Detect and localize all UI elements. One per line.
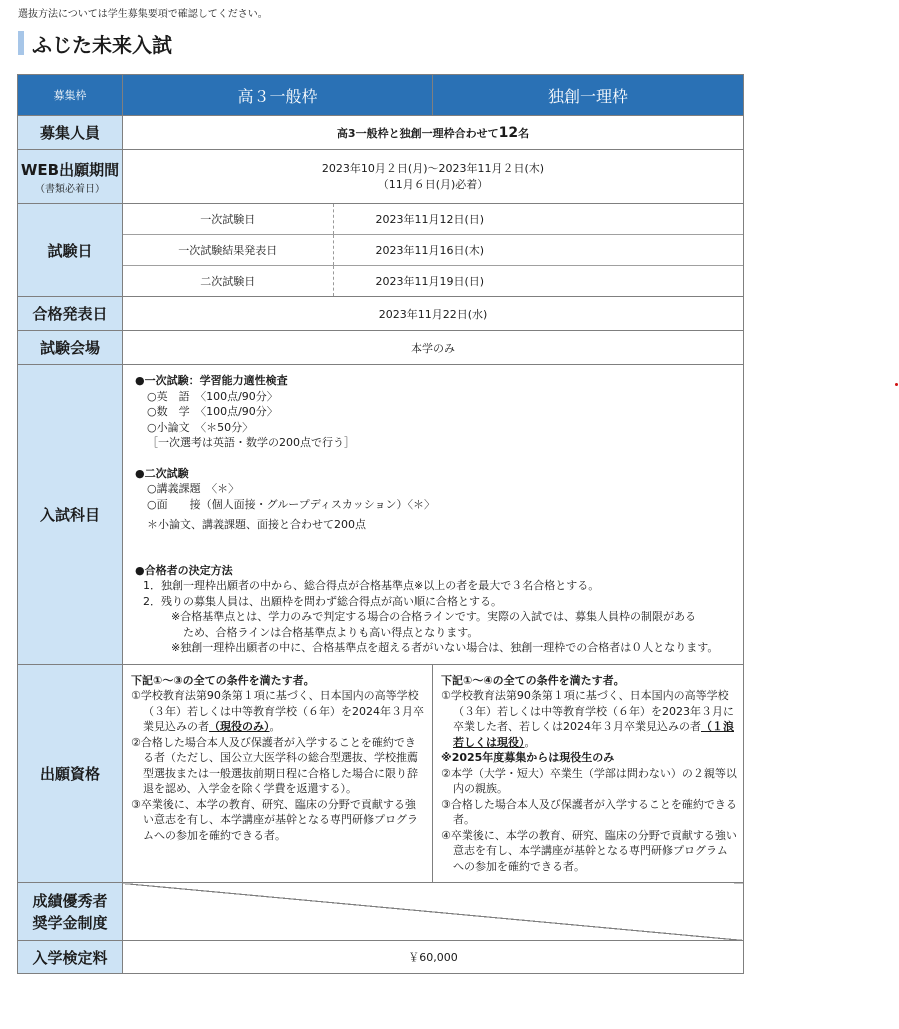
exam-date: 2023年11月16日(木) — [333, 235, 743, 266]
subjects-label: 入試科目 — [18, 365, 123, 665]
exam-row — [18, 204, 744, 297]
venue-row — [18, 331, 744, 365]
capacity-unit: 名 — [518, 126, 530, 140]
pass-label: 合格発表日 — [18, 297, 123, 331]
pass-date: 2023年11月22日(水) — [123, 297, 744, 331]
page-title-text: ふじた未来入試 — [32, 32, 172, 57]
venue-label: 試験会場 — [18, 331, 123, 365]
subjects-row — [18, 365, 744, 665]
subjects-content — [123, 365, 744, 665]
first-exam-item: ○英 語 〈100点/90分〉 — [147, 389, 278, 403]
title-accent-bar — [18, 31, 24, 55]
exam-date: 2023年11月19日(日) — [333, 266, 743, 297]
scholarship-empty-cell — [123, 883, 744, 941]
eligibility-title: 下記①～④の全ての条件を満たす者。 — [441, 673, 625, 687]
exam-name: 一次試験結果発表日 — [123, 235, 333, 266]
eligibility-label: 出願資格 — [18, 664, 123, 883]
decision-item: 2．残りの募集人員は、出願枠を問わず総合得点が高い順に合格とする。 — [143, 594, 502, 608]
exam-dates — [123, 204, 744, 297]
eligibility-item: ②本学（大学・短大）卒業生（学部は問わない）の２親等以内の親族。 — [441, 766, 737, 795]
exam-subrow — [123, 266, 743, 297]
decision-item: 1．独創一理枠出願者の中から、総合得点が合格基準点※以上の者を最大で３名合格とする。 — [143, 579, 600, 592]
second-exam-note: ＊小論文、講義課題、面接と合わせて200点 — [147, 518, 366, 531]
exam-subtable — [123, 204, 743, 296]
eligibility-emphasis: （１浪若しくは現役） — [453, 720, 734, 749]
admission-table — [17, 74, 744, 974]
decision-note: ※独創一理枠出願者の中に、合格基準点を超える者がいない場合は、独創一理枠での合格者は０人となります。 — [171, 641, 719, 654]
header-col-dokuso: 独創一理枠 — [433, 75, 744, 116]
first-exam-note: ［一次選考は英語・数学の200点で行う］ — [147, 436, 355, 449]
eligibility-item: ②合格した場合本人及び保護者が入学することを確約できる者（ただし、国公立大医学科の総合型選抜、学校推薦型選抜または一般選抜前期日程に合格した場合に限り辞退を認め、入学金を除く学費を返還する）。 — [131, 735, 418, 795]
eligibility-dokuso — [433, 664, 744, 883]
scholarship-row — [18, 883, 744, 941]
first-exam-item: ○小論文 〈＊50分〉 — [147, 420, 254, 434]
web-row — [18, 150, 744, 204]
fee-label: 入学検定料 — [18, 941, 123, 974]
second-exam-item: ○講義課題 〈＊〉 — [147, 482, 240, 495]
decision-note-cont: ため、合格ラインは合格基準点よりも高い得点となります。 — [183, 625, 479, 639]
pass-row — [18, 297, 744, 331]
web-label — [18, 150, 123, 204]
page-title — [18, 30, 172, 56]
eligibility-item — [441, 688, 737, 750]
exam-name: 一次試験日 — [123, 204, 333, 235]
exam-name: 二次試験日 — [123, 266, 333, 297]
eligibility-item: ③卒業後に、本学の教育、研究、臨床の分野で貢献する強い意志を有し、本学講座が基幹となる専門研修プログラムへの参加を確約できる者。 — [131, 797, 418, 842]
scholarship-label-line1: 成績優秀者 — [32, 891, 108, 910]
decision-title: ●合格者の決定方法 — [135, 563, 233, 577]
exam-label: 試験日 — [18, 204, 123, 297]
first-exam-item: ○数 学 〈100点/90分〉 — [147, 405, 278, 418]
capacity-text: 高3一般枠と独創一理枠合わせて — [336, 126, 499, 140]
eligibility-item: ④卒業後に、本学の教育、研究、臨床の分野で貢献する強い意志を有し、本学講座が基幹となる専門研修プログラムへの参加を確約できる者。 — [441, 828, 737, 873]
first-exam-title: ●一次試験：学習能力適性検査 — [135, 374, 288, 387]
eligibility-title: 下記①～③の全ての条件を満たす者。 — [131, 673, 315, 687]
selection-note: 選抜方法については学生募集要項で確認してください。 — [18, 9, 268, 20]
exam-date: 2023年11月12日(日) — [375, 213, 485, 226]
header-row — [18, 75, 744, 116]
capacity-value — [123, 116, 744, 150]
second-exam-title: ●二次試験 — [135, 466, 189, 480]
eligibility-item: ③合格した場合本人及び保護者が入学することを確約できる者。 — [441, 797, 737, 826]
venue-value: 本学のみ — [123, 331, 744, 365]
eligibility-general — [123, 664, 433, 883]
web-period-line2: （11月６日(月)必着） — [377, 177, 489, 191]
eligibility-item — [131, 688, 426, 735]
second-exam-item: ○面 接（個人面接・グループディスカッション）〈＊〉 — [147, 497, 436, 511]
capacity-row — [18, 116, 744, 150]
exam-subrow — [123, 204, 743, 235]
fee-value: ￥60,000 — [123, 941, 744, 974]
eligibility-emphasis: （現役のみ） — [209, 720, 270, 733]
web-sublabel: （書類必着日） — [35, 183, 105, 195]
header-label: 募集枠 — [18, 75, 123, 116]
eligibility-row — [18, 664, 744, 883]
eligibility-item-end: 。 — [524, 735, 536, 749]
scholarship-label-line2: 奨学金制度 — [32, 913, 108, 932]
capacity-number: 12 — [498, 124, 519, 141]
web-label-main: WEB出願期間 — [20, 160, 120, 179]
eligibility-item-end: 。 — [269, 720, 281, 733]
capacity-label: 募集人員 — [18, 116, 123, 150]
web-period — [123, 150, 744, 204]
eligibility-note: ※2025年度募集からは現役生のみ — [441, 751, 615, 764]
eligibility-item-text: ①学校教育法第90条第１項に基づく、日本国内の高等学校（３年）若しくは中等教育学校（６年）を2023年３月に卒業した者、若しくは2024年３月卒業見込みの者 — [441, 689, 734, 733]
scholarship-label — [18, 883, 123, 941]
decision-note: ※合格基準点とは、学力のみで判定する場合の合格ラインです。実際の入試では、募集人員枠の制限がある — [171, 610, 697, 623]
stray-red-dot — [895, 383, 898, 386]
header-col-general: 高３一般枠 — [123, 75, 433, 116]
eligibility-item-text: ①学校教育法第90条第１項に基づく、日本国内の高等学校（３年）若しくは中等教育学校（６年）を2024年３月卒業見込みの者 — [131, 689, 424, 733]
exam-subrow — [123, 235, 743, 266]
fee-row — [18, 941, 744, 974]
web-period-line1: 2023年10月２日(月)～2023年11月２日(木) — [321, 161, 545, 175]
